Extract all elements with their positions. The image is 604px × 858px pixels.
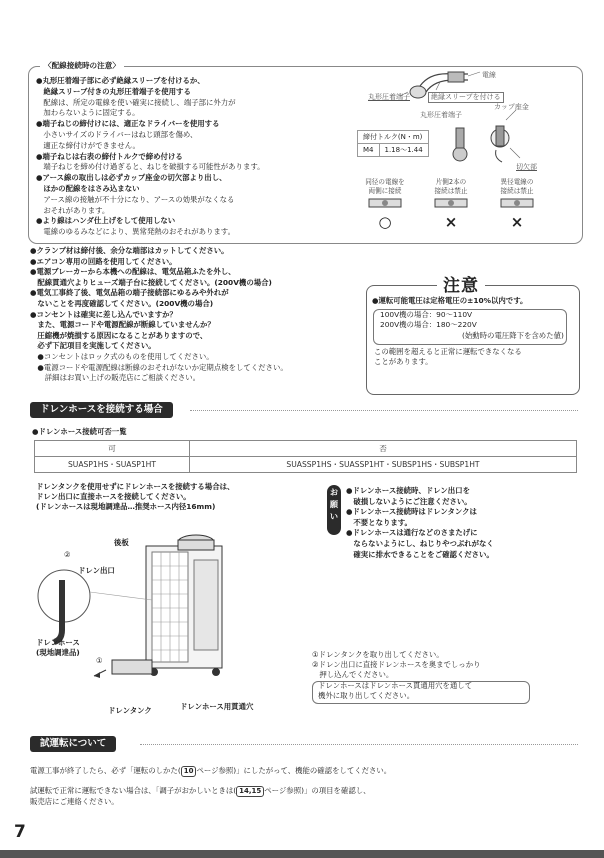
fig-drain-tank: ドレンタンク — [108, 706, 152, 715]
footer-bar — [0, 850, 604, 858]
request-line: ●ドレンホース接続時、ドレン出口を — [346, 486, 470, 495]
ng-mark: × — [510, 213, 524, 231]
trial-line-1-post: ページ参照)」にしたがって、機能の確認をしてください。 — [196, 766, 392, 775]
drain-intro-2: ドレン出口に直接ホースを接続してください。 — [36, 492, 191, 501]
caution-title: 注意 — [437, 271, 485, 296]
text-line: 端子ねじを締め付け過ぎると、ねじを破損する可能性があります。 — [36, 162, 265, 172]
page-ref-10: 10 — [181, 766, 197, 777]
text-line: ほかの配線をはさみ込まない — [36, 183, 140, 193]
fig-drain-outlet: ドレン出口 — [78, 566, 115, 575]
connection-example — [486, 178, 548, 230]
drain-note-2: 機外に取り出してください。 — [318, 691, 415, 700]
fig-drain-hose: ドレンホース — [36, 638, 80, 647]
fig-step-1: ① — [96, 656, 103, 665]
text-line: ●端子ねじの締付けには、適正なドライバーを使用する — [36, 119, 220, 129]
trial-line-1-pre: 電源工事が終了したら、必ず「運転のしかた( — [30, 766, 181, 775]
request-line: 確実に排水できることをご確認ください。 — [346, 549, 494, 559]
wire-label: 電線 — [482, 71, 496, 79]
fig-back-panel: 後板 — [114, 538, 129, 547]
drain-section-title: ドレンホースを接続する場合 — [30, 402, 173, 418]
trial-line-2-pre: 試運転で正常に運転できない場合は、「調子がおかしいときは( — [30, 786, 237, 795]
text-line: ●電気工事終了後、電気品箱の端子接続部にゆるみや外れが — [30, 288, 229, 298]
request-char-2: 願 — [330, 500, 338, 509]
notch-label: 切欠部 — [516, 163, 537, 171]
voltage-200v: 200V機の場合：180～220V — [380, 320, 477, 329]
connection-example-label: 同径の電線を 両側に接続 — [365, 178, 405, 195]
page-number: 7 — [14, 822, 26, 842]
request-char-1: お — [330, 488, 338, 497]
text-line: 圧縮機が焼損する原因になることがありますので、 — [30, 330, 208, 340]
text-line: ●エアコン専用の回路を使用してください。 — [30, 256, 177, 266]
voltage-100v: 100V機の場合：90～110V — [380, 310, 473, 319]
connection-example — [354, 178, 416, 230]
drain-requests — [346, 486, 494, 560]
text-line: ●電源コードや電源配線は断線のおそれがないか定期点検をしてください。 — [30, 362, 288, 372]
insulation-sleeve-label: 絶縁スリーブを付ける — [428, 92, 504, 103]
cup-washer-label: カップ座金 — [494, 103, 529, 111]
trial-line-2-post: ページ参照)」の項目を確認し、 — [264, 786, 371, 795]
text-line: 加わらないように固定する。 — [36, 108, 140, 118]
ok-mark: ○ — [378, 213, 392, 231]
connection-example-label: 片側2本の 接続は禁止 — [434, 178, 468, 195]
text-line: おそれがあります。 — [36, 205, 110, 215]
trial-section-rule — [140, 744, 578, 745]
terminal-icon — [431, 196, 471, 210]
drain-step-2: ②ドレン出口に直接ドレンホースを奥までしっかり — [312, 660, 481, 669]
text-line: ●コンセントはロック式のものを使用してください。 — [30, 351, 214, 361]
drain-section-rule — [190, 410, 578, 411]
table-header-ok: 可 — [35, 441, 190, 457]
table-cell-ng: SUASSP1HS・SUASSP1HT・SUBSP1HS・SUBSP1HT — [190, 457, 577, 473]
torque-table — [357, 130, 429, 157]
text-line: 適正な締付けができません。 — [36, 140, 140, 150]
text-line: アース線の接触が不十分になり、アースの効果がなくなる — [36, 194, 235, 204]
drain-step-1: ①ドレンタンクを取り出してください。 — [312, 650, 444, 659]
request-line: 不要となります。 — [346, 517, 412, 527]
trial-section-title: 試運転について — [30, 736, 116, 752]
text-line: ●丸形圧着端子部に必ず絶縁スリーブを付けるか、 — [36, 76, 205, 85]
drain-hose-figure — [34, 530, 334, 720]
text-line: ●クランプ材は締付後、余分な端部はカットしてください。 — [30, 246, 229, 255]
text-line: 小さいサイズのドライバーはねじ頭部を傷め、 — [36, 129, 198, 139]
text-line: 絶縁スリーブ付きの丸形圧着端子を使用する — [36, 86, 191, 96]
text-line: ●より線はハンダ仕上げをして使用しない — [36, 216, 176, 226]
request-badge — [327, 485, 341, 535]
wiring-caution-text — [36, 76, 265, 238]
text-line: ●コンセントは確実に差し込んでいますか？ — [30, 309, 177, 319]
text-line: 詳細はお買い上げの販売店にご相談ください。 — [30, 373, 200, 383]
table-cell-ok: SUASP1HS・SUASP1HT — [35, 457, 190, 473]
drain-note-1: ドレンホースはドレンホース貫通用穴を通して — [318, 681, 473, 690]
drain-intro-1: ドレンタンクを使用せずにドレンホースを接続する場合は、 — [36, 482, 235, 491]
request-char-3: い — [330, 512, 338, 521]
caution-note-1: この範囲を超えると正常に運転できなくなる — [374, 347, 522, 356]
crimp-terminal-label-2: 丸形圧着端子 — [420, 111, 462, 119]
torque-header: 締付トルク(N・m) — [358, 131, 429, 144]
text-line: 電線のゆるみなどにより、異常発熱のおそれがあります。 — [36, 227, 235, 237]
drain-list-title: ●ドレンホース接続可否一覧 — [32, 427, 127, 436]
connection-example-label: 異径電線の 接続は禁止 — [500, 178, 534, 195]
text-line: 配線貫通穴よりヒューズ端子台に接続してください。(200V機の場合) — [30, 277, 272, 287]
caution-note-2: ことがあります。 — [374, 357, 433, 366]
torque-screw: M4 — [358, 144, 380, 157]
text-line: また、電源コードや電源配線が断線していませんか？ — [30, 320, 215, 330]
drain-compat-table — [34, 440, 577, 473]
trial-line-2 — [30, 786, 371, 797]
caution-heading: ●運転可能電圧は定格電圧の±10%以内です。 — [372, 296, 528, 305]
drain-intro-3: (ドレンホースは現地調達品…推奨ホース内径16mm) — [36, 502, 216, 511]
page-ref-14-15: 14,15 — [236, 786, 264, 797]
text-line: ないことを再度確認してください。(200V機の場合) — [30, 298, 214, 308]
request-line: 破損しないようにご注意ください。 — [346, 496, 472, 506]
fig-step-2: ② — [64, 550, 71, 559]
torque-value: 1.18～1.44 — [379, 144, 428, 157]
trial-line-3: 販売店にご連絡ください。 — [30, 797, 119, 806]
request-line: ならないようにし、ねじりやつぶれがなく — [346, 538, 494, 548]
fig-through-hole: ドレンホース用貫通穴 — [180, 702, 254, 711]
text-line: 配線は、所定の電線を使い確実に接続し、端子部に外力が — [36, 97, 236, 107]
fig-hose-note: (現地調達品) — [36, 648, 80, 657]
text-line: 必ず下記項目を実施してください。 — [30, 341, 156, 351]
terminal-diagram — [360, 66, 582, 174]
connection-example — [420, 178, 482, 230]
wiring-caution-title: 〈配線接続時の注意〉 — [40, 60, 124, 71]
text-line: ●アース線の取出しは必ずカップ座金の切欠部より出し、 — [36, 173, 227, 183]
voltage-200v-note: (始動時の電圧降下を含めた値) — [462, 331, 564, 340]
request-line: ●ドレンホース接続時はドレンタンクは — [346, 507, 477, 517]
ng-mark: × — [444, 213, 458, 231]
text-line: ●電源ブレーカーから本機への配線は、電気品箱ふたを外し、 — [30, 267, 236, 277]
terminal-icon — [497, 196, 537, 210]
request-line: ●ドレンホースは通行などのさまたげに — [346, 528, 478, 538]
connection-examples — [354, 178, 554, 240]
drain-step-2b: 押し込んでください。 — [312, 670, 394, 679]
text-line: ●端子ねじは右表の締付トルクで締め付ける — [36, 151, 183, 161]
table-header-ng: 否 — [190, 441, 577, 457]
crimp-terminal-label: 丸形圧着端子 — [368, 93, 410, 101]
trial-line-1 — [30, 766, 391, 777]
terminal-icon — [365, 196, 405, 210]
electrical-notes — [30, 246, 288, 384]
